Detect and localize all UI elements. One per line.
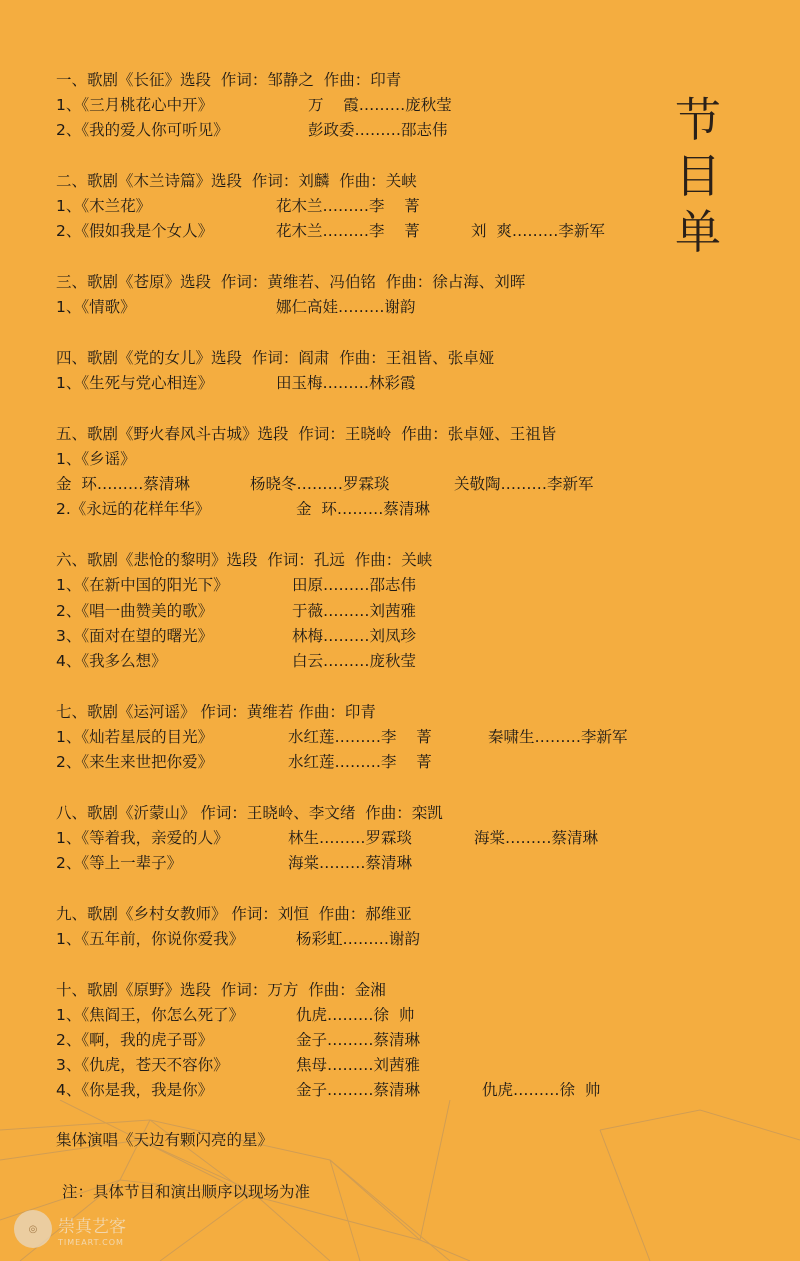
section-heading	[56, 346, 716, 371]
song-title: 4、《你是我，我是你》	[56, 1081, 214, 1100]
program-section	[56, 548, 716, 674]
section-title: 八、歌剧《沂蒙山》 作词：王晓岭、李文绪 作曲：栾凯	[56, 803, 443, 822]
role-performer: 水红莲………李 菁	[288, 727, 432, 746]
role-performer: 花木兰………李 菁	[276, 222, 420, 241]
song-title: 1、《情歌》	[56, 298, 136, 317]
section-title: 六、歌剧《悲怆的黎明》选段 作词：孔远 作曲：关峡	[56, 551, 433, 570]
song-line	[56, 118, 716, 143]
program-list	[56, 68, 716, 1129]
song-line	[56, 573, 716, 598]
song-title: 2、《等上一辈子》	[56, 854, 183, 872]
section-heading	[56, 68, 716, 93]
song-title: 3、《仇虎，苍天不容你》	[56, 1056, 229, 1075]
title-char: 节	[675, 93, 721, 147]
section-heading	[56, 978, 716, 1003]
section-heading	[56, 548, 716, 573]
watermark-logo-icon: ◎	[14, 1210, 52, 1248]
program-section	[56, 346, 716, 396]
program-section	[56, 422, 716, 523]
section-title: 九、歌剧《乡村女教师》 作词：刘恒 作曲：郝维亚	[56, 904, 412, 923]
role-performer: 水红莲………李 菁	[288, 752, 432, 771]
section-title: 七、歌剧《运河谣》 作词：黄维若 作曲：印青	[56, 702, 376, 721]
song-line	[56, 295, 716, 320]
song-title: 1、《木兰花》	[56, 197, 152, 216]
song-title: 2、《我的爱人你可听见》	[56, 121, 229, 140]
section-title: 一、歌剧《长征》选段 作词：邹静之 作曲：印青	[56, 71, 402, 89]
role-performer: 花木兰………李 菁	[276, 197, 420, 216]
section-title: 十、歌剧《原野》选段 作词：万方 作曲：金湘	[56, 980, 386, 999]
program-section	[56, 169, 716, 245]
song-line	[56, 750, 716, 775]
song-line	[56, 725, 716, 750]
section-title: 二、歌剧《木兰诗篇》选段 作词：刘麟 作曲：关峡	[56, 172, 417, 191]
song-title: 1、《乡谣》	[56, 450, 136, 469]
section-title: 四、歌剧《党的女儿》选段 作词：阎肃 作曲：王祖皆、张卓娅	[56, 349, 495, 367]
role-performer: 杨晓冬………罗霖琰	[250, 475, 390, 494]
program-note: 注：具体节目和演出顺序以现场为准	[62, 1183, 311, 1201]
program-section	[56, 801, 716, 877]
song-line	[56, 624, 716, 649]
song-title: 2.《永远的花样年华》	[56, 500, 211, 519]
role-performer: 彭政委………邵志伟	[308, 121, 448, 140]
song-title: 1、《生死与党心相连》	[56, 374, 214, 393]
role-performer: 于薇………刘茜雅	[292, 601, 417, 620]
role-performer: 万 霞………庞秋莹	[308, 96, 452, 115]
role-performer: 杨彩虹………谢韵	[296, 929, 421, 948]
title-char: 单	[675, 205, 721, 259]
role-performer: 林梅………刘凤珍	[292, 626, 417, 645]
song-line	[56, 497, 716, 522]
song-line	[56, 219, 716, 244]
song-line	[56, 826, 716, 851]
song-line	[56, 851, 716, 876]
section-title: 五、歌剧《野火春风斗古城》选段 作词：王晓岭 作曲：张卓娅、王祖皆	[56, 424, 557, 443]
watermark	[14, 1208, 126, 1250]
song-title: 4、《我多么想》	[56, 651, 167, 670]
role-performer: 金子………蔡清琳	[296, 1030, 421, 1049]
section-heading	[56, 902, 716, 927]
song-title: 1、《焦阎王，你怎么死了》	[56, 1005, 245, 1024]
section-heading	[56, 169, 716, 194]
song-line	[56, 447, 716, 472]
finale-item: 集体演唱《天边有颗闪亮的星》	[56, 1131, 274, 1149]
song-title: 1、《灿若星辰的目光》	[56, 727, 214, 746]
song-line	[56, 1078, 716, 1103]
song-line	[56, 472, 716, 497]
song-title: 1、《等着我，亲爱的人》	[56, 828, 229, 847]
song-line	[56, 371, 716, 396]
song-line	[56, 599, 716, 624]
role-performer: 金子………蔡清琳	[296, 1081, 421, 1100]
song-line	[56, 1003, 716, 1028]
watermark-text: 崇真艺客 TIMEART.COM	[58, 1216, 126, 1247]
role-performer: 海棠………蔡清琳	[474, 828, 599, 847]
program-section	[56, 68, 716, 144]
song-title: 2、《来生来世把你爱》	[56, 752, 214, 771]
song-line	[56, 927, 716, 952]
role-performer: 秦啸生………李新军	[488, 727, 628, 746]
program-section	[56, 902, 716, 952]
role-performer: 刘 爽………李新军	[471, 222, 605, 241]
role-performer: 田玉梅………林彩霞	[276, 374, 416, 393]
song-line	[56, 1053, 716, 1078]
role-performer: 海棠………蔡清琳	[288, 854, 413, 872]
song-line	[56, 649, 716, 674]
role-performer: 娜仁高娃………谢韵	[276, 298, 416, 317]
role-performer: 仇虎………徐 帅	[296, 1005, 415, 1024]
song-title: 1、《五年前，你说你爱我》	[56, 929, 245, 948]
role-performer: 白云………庞秋莹	[292, 651, 417, 670]
song-title: 1、《三月桃花心中开》	[56, 96, 214, 115]
song-line	[56, 1028, 716, 1053]
role-performer: 焦母………刘茜雅	[296, 1056, 421, 1075]
role-performer: 关敬陶………李新军	[454, 475, 594, 494]
song-line	[56, 194, 716, 219]
section-title: 三、歌剧《苍原》选段 作词：黄维若、冯伯铭 作曲：徐占海、刘晖	[56, 273, 526, 292]
song-title: 3、《面对在望的曙光》	[56, 626, 214, 645]
song-title: 2、《啊，我的虎子哥》	[56, 1030, 214, 1049]
song-title: 金 环………蔡清琳	[56, 475, 190, 494]
role-performer: 林生………罗霖琰	[288, 828, 413, 847]
role-performer: 金 环………蔡清琳	[296, 500, 430, 519]
role-performer: 田原………邵志伟	[292, 576, 417, 595]
section-heading	[56, 422, 716, 447]
section-heading	[56, 270, 716, 295]
role-performer: 仇虎………徐 帅	[482, 1081, 601, 1100]
section-heading	[56, 801, 716, 826]
song-title: 2、《唱一曲赞美的歌》	[56, 601, 214, 620]
section-heading	[56, 700, 716, 725]
program-section	[56, 978, 716, 1104]
song-line	[56, 93, 716, 118]
song-title: 2、《假如我是个女人》	[56, 222, 214, 241]
title-char: 目	[675, 149, 721, 203]
program-section	[56, 700, 716, 776]
song-title: 1、《在新中国的阳光下》	[56, 576, 229, 595]
program-section	[56, 270, 716, 320]
